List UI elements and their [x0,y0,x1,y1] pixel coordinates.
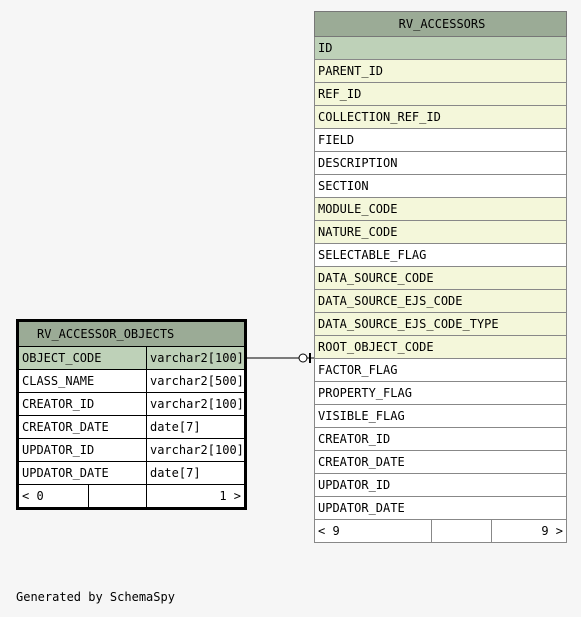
table-title[interactable]: RV_ACCESSOR_OBJECTS [18,321,246,347]
column-name[interactable]: PARENT_ID [315,60,567,83]
column-name[interactable]: SECTION [315,175,567,198]
column-name[interactable]: DESCRIPTION [315,152,567,175]
column-type: date[7] [146,416,245,439]
column-name[interactable]: SELECTABLE_FLAG [315,244,567,267]
column-name[interactable]: CREATOR_ID [315,428,567,451]
column-type: varchar2[100] [146,393,245,416]
parents-count: < 9 [315,520,432,543]
column-name[interactable]: DATA_SOURCE_CODE [315,267,567,290]
column-name[interactable]: OBJECT_CODE [18,347,147,370]
column-name[interactable]: UPDATOR_DATE [315,497,567,520]
column-name[interactable]: PROPERTY_FLAG [315,382,567,405]
column-name[interactable]: MODULE_CODE [315,198,567,221]
column-type: varchar2[100] [146,347,245,370]
parents-count: < 0 [18,485,89,509]
column-name[interactable]: COLLECTION_REF_ID [315,106,567,129]
column-name[interactable]: NATURE_CODE [315,221,567,244]
table-title[interactable]: RV_ACCESSORS [315,12,567,37]
column-type: date[7] [146,462,245,485]
column-type: varchar2[500] [146,370,245,393]
zero-cardinality-marker [299,354,307,362]
column-name[interactable]: DATA_SOURCE_EJS_CODE_TYPE [315,313,567,336]
column-name[interactable]: DATA_SOURCE_EJS_CODE [315,290,567,313]
column-name[interactable]: CREATOR_DATE [315,451,567,474]
column-name[interactable]: CLASS_NAME [18,370,147,393]
children-count: 1 > [146,485,245,509]
column-name[interactable]: FIELD [315,129,567,152]
column-name[interactable]: UPDATOR_DATE [18,462,147,485]
column-name[interactable]: ID [315,37,567,60]
column-name[interactable]: FACTOR_FLAG [315,359,567,382]
children-count: 9 > [492,520,567,543]
column-name[interactable]: UPDATOR_ID [315,474,567,497]
column-name[interactable]: UPDATOR_ID [18,439,147,462]
column-type: varchar2[100] [146,439,245,462]
column-name[interactable]: CREATOR_DATE [18,416,147,439]
generated-by-label: Generated by SchemaSpy [16,590,175,604]
column-name[interactable]: REF_ID [315,83,567,106]
column-name[interactable]: CREATOR_ID [18,393,147,416]
column-name[interactable]: VISIBLE_FLAG [315,405,567,428]
column-name[interactable]: ROOT_OBJECT_CODE [315,336,567,359]
